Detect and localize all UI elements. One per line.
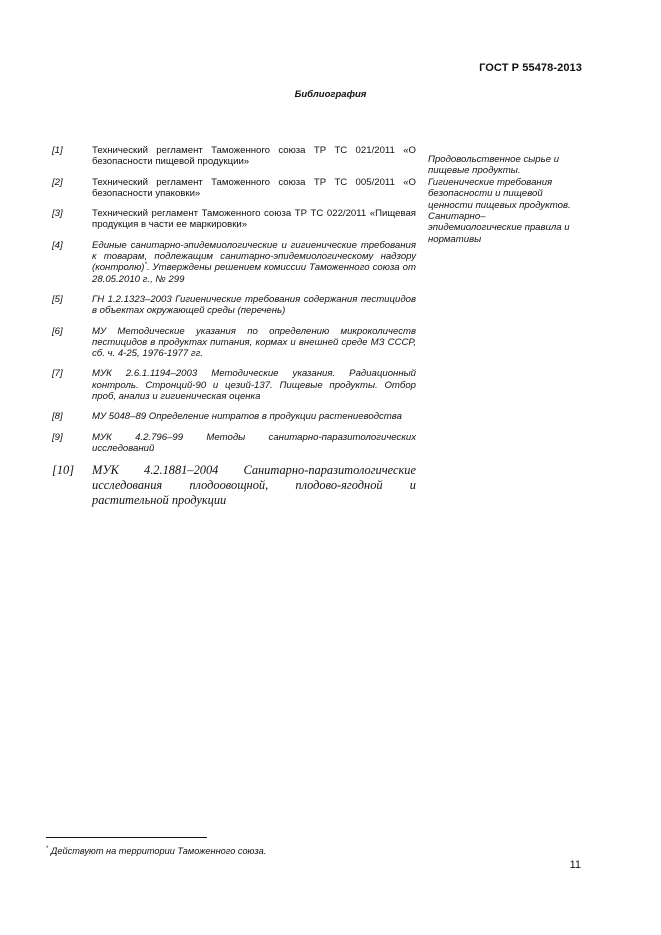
reference-number: [7] <box>52 368 63 380</box>
document-code: ГОСТ Р 55478-2013 <box>479 62 582 74</box>
reference-number: [8] <box>52 411 63 423</box>
footnote-mark: * <box>46 846 49 852</box>
footnote-divider <box>46 837 207 838</box>
reference-number: [10] <box>52 463 75 478</box>
reference-text: ГН 1.2.1323–2003 Гигиенические требования содержания пестицидов в объектах окружающей среды (перечень) <box>92 293 416 317</box>
reference-number: [9] <box>52 431 63 443</box>
footnote-marker: * <box>144 262 147 269</box>
section-title: Библиография <box>294 89 367 100</box>
reference-number: [6] <box>52 325 63 337</box>
reference-number: [5] <box>52 293 63 305</box>
reference-item <box>52 145 416 168</box>
reference-item <box>52 240 416 285</box>
reference-list <box>52 145 416 517</box>
reference-item <box>52 294 416 317</box>
reference-text <box>92 240 416 285</box>
reference-number: [3] <box>52 208 63 220</box>
reference-item <box>52 177 416 200</box>
reference-text-part: Единые санитарно-эпидемиологические и гигиенические требования к товарам, подлежащим санитарно-эпидемиологическому надзору (контролю) <box>92 239 416 274</box>
reference-item <box>52 411 416 422</box>
reference-text: МУК 4.2.1881–2004 Санитарно-паразитологические исследования плодоовощной, плодово-ягодной и растительной продукции <box>92 463 416 508</box>
reference-item <box>52 432 416 455</box>
reference-number: [4] <box>52 239 63 251</box>
reference-number: [1] <box>52 145 63 156</box>
reference-item <box>52 208 416 231</box>
reference-text: МУК 4.2.796–99 Методы санитарно-паразитологических исследований <box>92 431 416 454</box>
reference-text: Технический регламент Таможенного союза ТР ТС 021/2011 «О безопасности пищевой продукции» <box>92 145 416 168</box>
reference-item <box>52 463 416 508</box>
reference-item <box>52 368 416 402</box>
page-number: 11 <box>569 859 581 871</box>
reference-text-part: . Утверждены решением комиссии Таможенного союза от 28.05.2010 г., № 299 <box>92 262 416 285</box>
side-note: Продовольственное сырье и пищевые продукты. Гигиенические требования безопасности и пищевой ценности пищевых продуктов. Санитарно–эпидемиологические правила и нормативы <box>428 154 571 245</box>
reference-text: МУ Методические указания по определению микроколичеств пестицидов в продуктах питания, кормах и внешней среде МЗ СССР, сб. ч. 4-25, 1976-1977 гг. <box>92 325 416 360</box>
reference-number: [2] <box>52 176 63 188</box>
reference-text: Технический регламент Таможенного союза ТР ТС 005/2011 «О безопасности упаковки» <box>92 176 416 199</box>
reference-text: МУК 2.6.1.1194–2003 Методические указания. Радиационный контроль. Стронций-90 и цезий-137. Пищевые продукты. Отбор проб, анализ и гигиеническая оценка <box>92 368 416 403</box>
footnote <box>46 846 266 856</box>
reference-item <box>52 326 416 360</box>
reference-text: Технический регламент Таможенного союза ТР ТС 022/2011 «Пищевая продукция в части ее маркировки» <box>92 208 416 231</box>
reference-text: МУ 5048–89 Определение нитратов в продукции растениеводства <box>92 411 402 423</box>
footnote-text: Действуют на территории Таможенного союза. <box>50 846 267 856</box>
